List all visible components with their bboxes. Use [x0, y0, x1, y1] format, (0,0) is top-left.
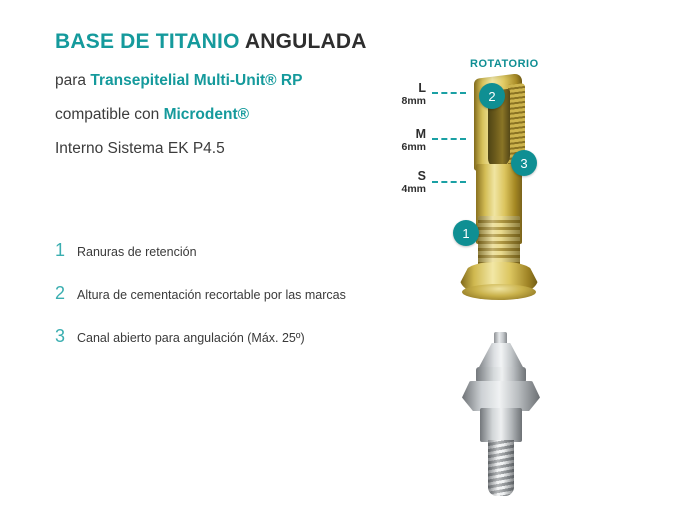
- silver-shoulder: [462, 381, 540, 411]
- legend-text: Ranuras de retención: [77, 245, 197, 259]
- legend-number: 2: [55, 283, 66, 303]
- height-value: 4mm: [401, 183, 426, 196]
- subtitle-line-1: [55, 72, 302, 90]
- legend-text: Canal abierto para angulación (Máx. 25º): [77, 331, 305, 345]
- height-value: 6mm: [401, 141, 426, 154]
- legend-text: Altura de cementación recortable por las marcas: [77, 288, 346, 302]
- page-title-main: BASE DE TITANIO: [55, 30, 245, 53]
- product-illustration: [380, 50, 680, 480]
- subtitle-1-brand: Transepitelial Multi-Unit® RP: [90, 72, 303, 89]
- legend-item: [55, 326, 385, 347]
- silver-body: [480, 408, 522, 442]
- page-title-emphasis: ANGULADA: [244, 30, 367, 53]
- height-value: 8mm: [401, 95, 426, 108]
- multi-unit-abutment-silver: [454, 332, 564, 512]
- subtitle-2-brand: Microdent®: [163, 106, 250, 123]
- subtitle-line-2: [55, 106, 249, 124]
- height-letter: L: [418, 81, 426, 95]
- subtitle-1-prefix: para: [55, 72, 91, 89]
- height-marker-s: [380, 170, 426, 195]
- legend-item: [55, 240, 385, 261]
- titanium-base-gold: [452, 76, 562, 326]
- page-title: [55, 30, 367, 54]
- gold-ribs-shading: [478, 216, 520, 270]
- screw-thread-shading: [488, 440, 514, 496]
- subtitle-line-3: Interno Sistema EK P4.5: [55, 140, 225, 157]
- height-letter: S: [417, 169, 426, 183]
- legend-list: [55, 240, 385, 369]
- subtitle-2-prefix: compatible con: [55, 106, 164, 123]
- legend-item: [55, 283, 385, 304]
- silver-neck: [476, 367, 526, 383]
- height-marker-l: [380, 82, 426, 107]
- height-letter: M: [415, 127, 426, 141]
- legend-number: 1: [55, 240, 66, 260]
- rotatorio-label: ROTATORIO: [470, 58, 539, 70]
- gold-flange-base: [462, 284, 536, 300]
- callout-bubble-2: 2: [479, 83, 505, 109]
- callout-bubble-3: 3: [511, 150, 537, 176]
- silver-cone: [478, 343, 524, 369]
- height-marker-m: [380, 128, 426, 153]
- legend-number: 3: [55, 326, 66, 346]
- callout-bubble-1: 1: [453, 220, 479, 246]
